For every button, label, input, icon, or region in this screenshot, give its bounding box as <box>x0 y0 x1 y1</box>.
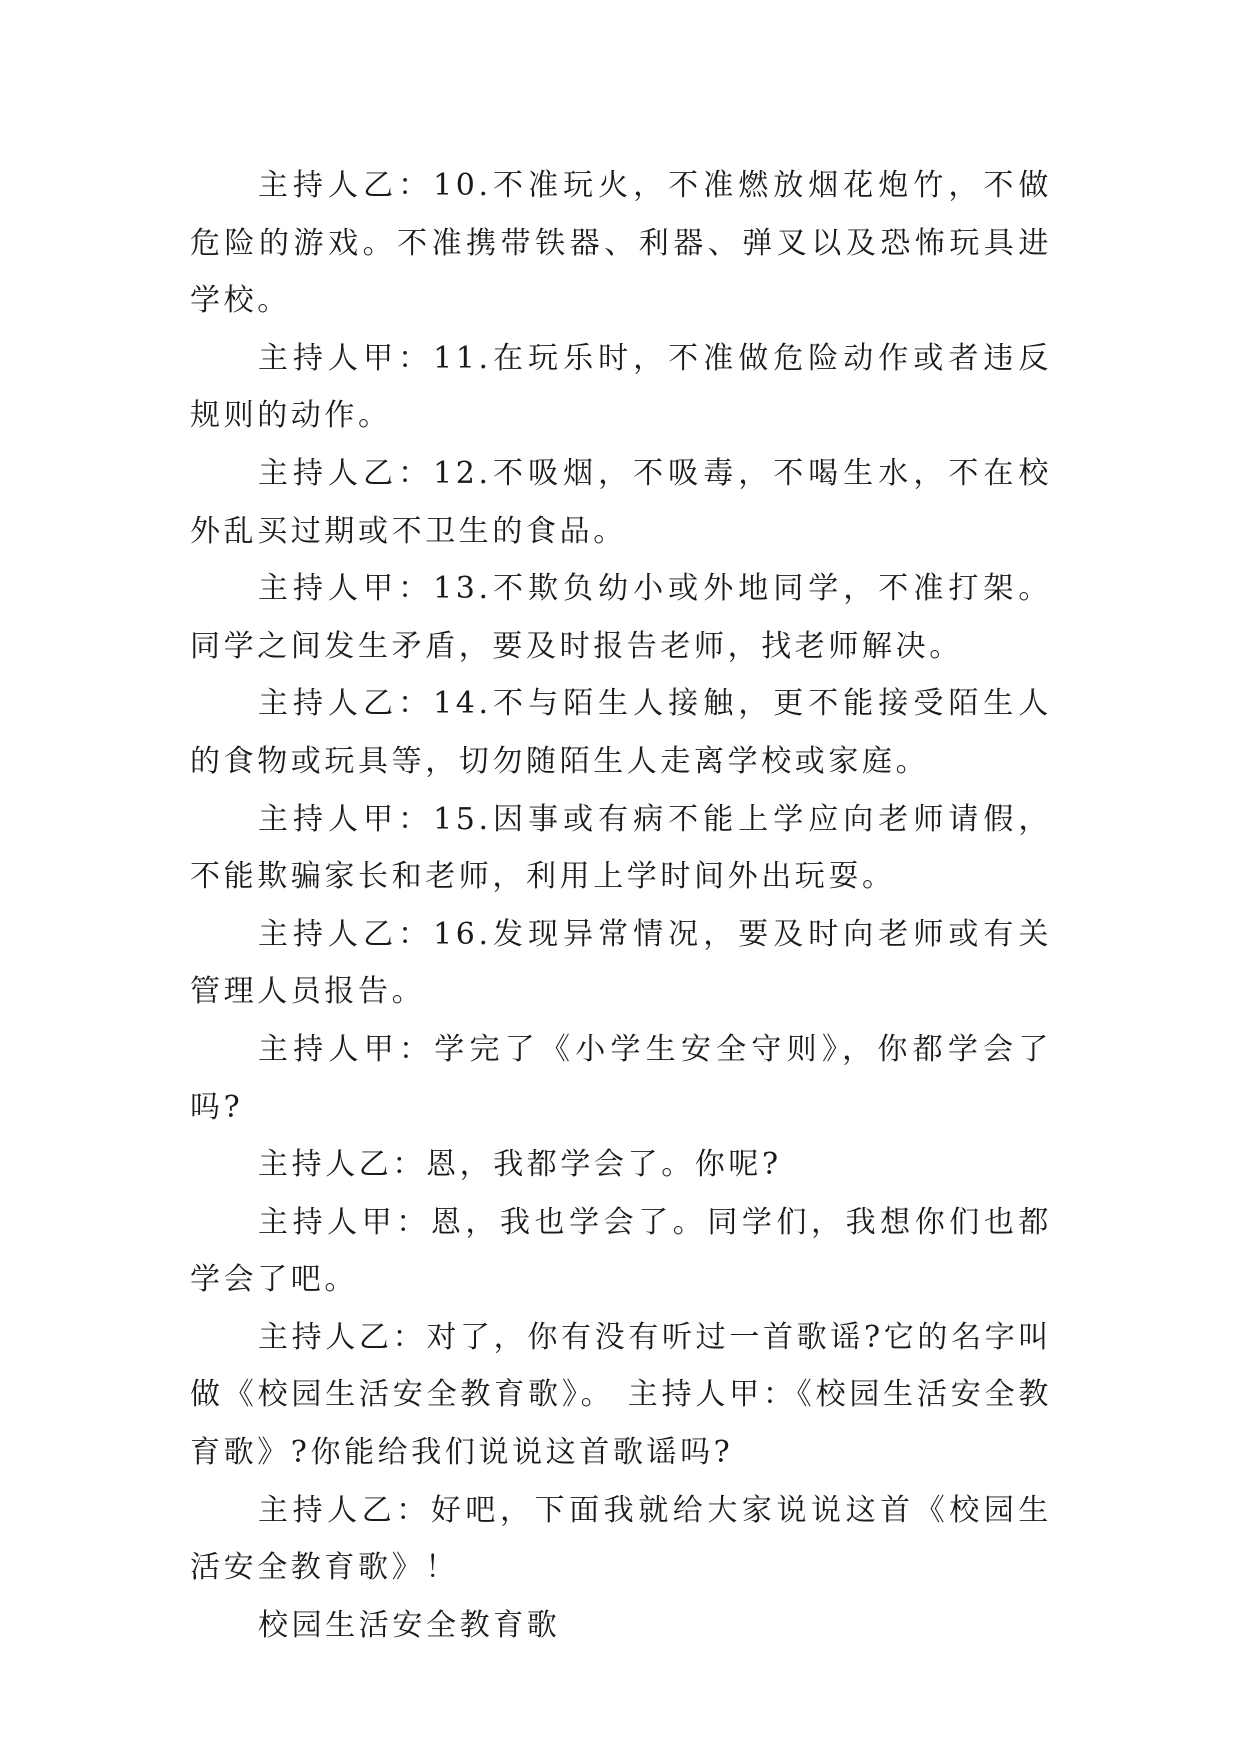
paragraph-dialogue: 主持人乙：好吧，下面我就给大家说说这首《校园生活安全教育歌》！ <box>190 1492 1052 1586</box>
song-title: 校园生活安全教育歌 <box>258 1607 561 1643</box>
paragraph-dialogue: 主持人甲：恩，我也学会了。同学们，我想你们也都学会了吧。 <box>190 1204 1052 1298</box>
paragraph-rule-16: 主持人乙：16.发现异常情况，要及时向老师或有关管理人员报告。 <box>190 916 1052 1010</box>
paragraph-rule-15: 主持人甲：15.因事或有病不能上学应向老师请假，不能欺骗家长和老师，利用上学时间外出玩耍。 <box>190 801 1052 895</box>
paragraph-rule-12: 主持人乙：12.不吸烟，不吸毒，不喝生水，不在校外乱买过期或不卫生的食品。 <box>190 455 1052 549</box>
paragraph-rule-13: 主持人甲：13.不欺负幼小或外地同学，不准打架。同学之间发生矛盾，要及时报告老师，找老师解决。 <box>190 571 1052 664</box>
paragraph-dialogue: 主持人乙：恩，我都学会了。你呢? <box>258 1147 782 1183</box>
paragraph-dialogue: 主持人甲：学完了《小学生安全守则》，你都学会了吗? <box>190 1031 1052 1125</box>
paragraph-rule-14: 主持人乙：14.不与陌生人接触，更不能接受陌生人的食物或玩具等，切勿随陌生人走离学校或家庭。 <box>190 686 1052 779</box>
document-page <box>190 157 1052 1654</box>
paragraph-dialogue: 主持人乙：对了，你有没有听过一首歌谣?它的名字叫做《校园生活安全教育歌》。 主持人甲：《校园生活安全教育歌》?你能给我们说说这首歌谣吗? <box>190 1319 1052 1471</box>
paragraph-rule-11: 主持人甲：11.在玩乐时，不准做危险动作或者违反规则的动作。 <box>190 340 1052 434</box>
paragraph-rule-10: 主持人乙：10.不准玩火，不准燃放烟花炮竹，不做危险的游戏。不准携带铁器、利器、弹叉以及恐怖玩具进学校。 <box>190 168 1052 319</box>
